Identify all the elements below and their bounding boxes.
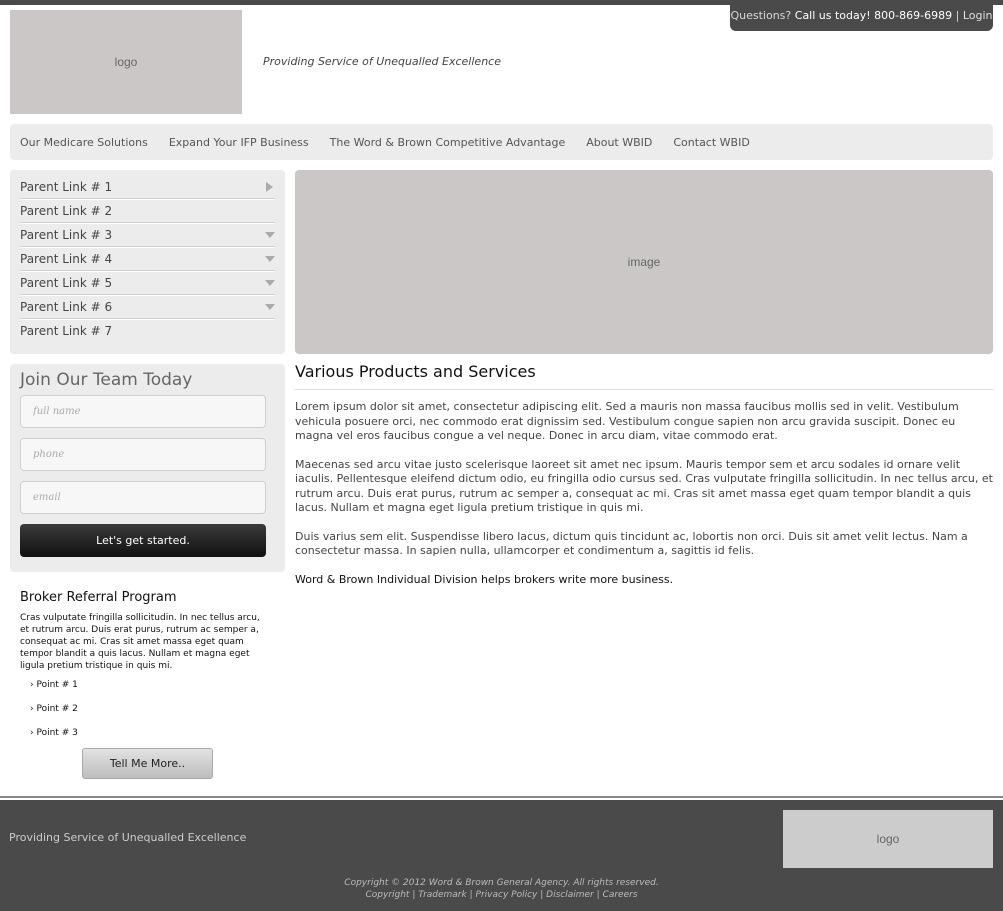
questions-text: Questions? (730, 9, 792, 22)
sidebar-item-label: Parent Link # 3 (20, 227, 113, 242)
chevron-right-icon: › (30, 728, 34, 738)
footer-divider (0, 796, 1003, 799)
arrow-right-icon (266, 182, 273, 192)
hero-image (295, 170, 993, 354)
chevron-down-icon[interactable] (265, 280, 275, 286)
sidebar-item-6[interactable] (20, 295, 275, 319)
point-label: Point # 2 (36, 704, 78, 714)
nav-item-contact[interactable]: Contact WBID (673, 135, 750, 149)
sidebar-item-1[interactable] (20, 175, 275, 199)
sidebar-item-label: Parent Link # 4 (20, 251, 113, 266)
sidebar-item-label: Parent Link # 5 (20, 275, 113, 290)
footer-link-copyright[interactable]: Copyright (365, 890, 410, 900)
footer-link-disclaimer[interactable]: Disclaimer (546, 890, 594, 900)
footer-separator: | (412, 890, 416, 900)
footer-tagline: Providing Service of Unequalled Excellence (9, 831, 247, 844)
broker-title: Broker Referral Program (20, 590, 177, 605)
join-title: Join Our Team Today (20, 370, 193, 390)
point-item[interactable] (30, 704, 265, 728)
point-label: Point # 1 (36, 680, 78, 690)
content-paragraph: Duis varius sem elit. Suspendisse libero lacus, dictum quis tincidunt ac, lobortis non orci. Duis sit amet velit lectus. Nam a consectetur massa. In sapien nulla, ullamcorper et condimentum a, sagittis id felis. (295, 529, 968, 557)
chevron-down-icon[interactable] (265, 304, 275, 310)
nav-item-medicare[interactable]: Our Medicare Solutions (20, 135, 148, 149)
nav-item-ifp[interactable]: Expand Your IFP Business (168, 135, 309, 149)
broker-text: Cras vulputate fringilla sollicitudin. In nec tellus arcu, et rutrum arcu. Duis erat purus, rutrum ac semper a, consequat ac mi. Cras sit amet massa eget quam tempor blandit a quis lacus. Nullam et magna eget ligula pretium tristique in quis mi. (20, 613, 260, 671)
get-started-button[interactable]: Let's get started. (20, 524, 266, 557)
sidebar-nav (10, 170, 285, 354)
broker-referral (20, 590, 265, 752)
footer-separator: | (596, 890, 600, 900)
footer-logo-label: logo (876, 832, 900, 846)
topbar-separator: | (955, 9, 960, 22)
main-nav (10, 124, 993, 160)
footer-links (0, 889, 1003, 901)
nav-item-advantage[interactable]: The Word & Brown Competitive Advantage (329, 135, 566, 149)
footer-separator: | (469, 890, 473, 900)
full-name-field[interactable] (20, 395, 266, 428)
footer (0, 800, 1003, 911)
sidebar-item-3[interactable] (20, 223, 275, 247)
login-link[interactable]: Login (962, 9, 993, 22)
content-paragraph: Maecenas sed arcu vitae justo scelerisque laoreet sit amet nec ipsum. Mauris tempor sem et arcu sodales id ornare velit iaculis. Pellentesque eleifend dictum odio, eu fringilla odio cursus sed. Cras vulputate fringilla sollicitudin. In nec tellus arcu, et rutrum arcu. Duis erat purus, rutrum ac semper a, consequat ac mi. Cras sit amet massa eget quam tempor blandit a quis lacus. Nullam et magna eget ligula pretium tristique in quis mi. (295, 457, 993, 514)
content-paragraph: Lorem ipsum dolor sit amet, consectetur adipiscing elit. Sed a mauris non massa faucibus mollis sed in velit. Vestibulum vehicula posuere orci, nec commodo erat dignissim sed. Vestibulum congue sapien non arcu gravida suscipit. Donec eu magna vel eros faucibus congue a vel neque. Donec in arcu diam, vitae commodo erat. (295, 400, 959, 442)
header-tagline: Providing Service of Unequalled Excellence (263, 55, 501, 68)
footer-link-careers[interactable]: Careers (602, 890, 638, 900)
sidebar-item-5[interactable] (20, 271, 275, 295)
header-logo-label: logo (114, 55, 138, 69)
point-label: Point # 3 (36, 728, 78, 738)
nav-item-about[interactable]: About WBID (586, 135, 653, 149)
chevron-right-icon: › (30, 680, 34, 690)
header-logo[interactable] (10, 10, 242, 114)
footer-copyright-block (0, 877, 1003, 901)
sidebar-item-2[interactable] (20, 199, 275, 223)
footer-logo[interactable] (783, 810, 993, 868)
chevron-down-icon[interactable] (265, 256, 275, 262)
main-content (295, 362, 993, 601)
contact-bar (730, 0, 993, 31)
phone-field[interactable] (20, 438, 266, 471)
tell-me-more-button[interactable]: Tell Me More.. (82, 748, 213, 779)
footer-link-privacy[interactable]: Privacy Policy (475, 890, 538, 900)
page-title: Various Products and Services (295, 362, 993, 390)
sidebar-item-7[interactable] (20, 319, 275, 343)
hero-image-label: image (627, 255, 661, 269)
footer-separator: | (540, 890, 544, 900)
chevron-down-icon[interactable] (265, 232, 275, 238)
point-item[interactable] (30, 680, 265, 704)
sidebar-item-label: Parent Link # 7 (20, 324, 113, 338)
footer-link-trademark[interactable]: Trademark (418, 890, 467, 900)
copyright-text: Copyright © 2012 Word & Brown General Agency. All rights reserved. (344, 878, 659, 888)
chevron-right-icon: › (30, 704, 34, 714)
sidebar-item-label: Parent Link # 1 (20, 179, 113, 194)
closing-statement: Word & Brown Individual Division helps brokers write more business. (295, 572, 674, 586)
sidebar-item-4[interactable] (20, 247, 275, 271)
call-text: Call us today! 800-869-6989 (794, 9, 953, 22)
email-field[interactable] (20, 481, 266, 514)
join-form (10, 364, 285, 572)
sidebar-item-label: Parent Link # 2 (20, 203, 113, 218)
sidebar-item-label: Parent Link # 6 (20, 299, 113, 314)
